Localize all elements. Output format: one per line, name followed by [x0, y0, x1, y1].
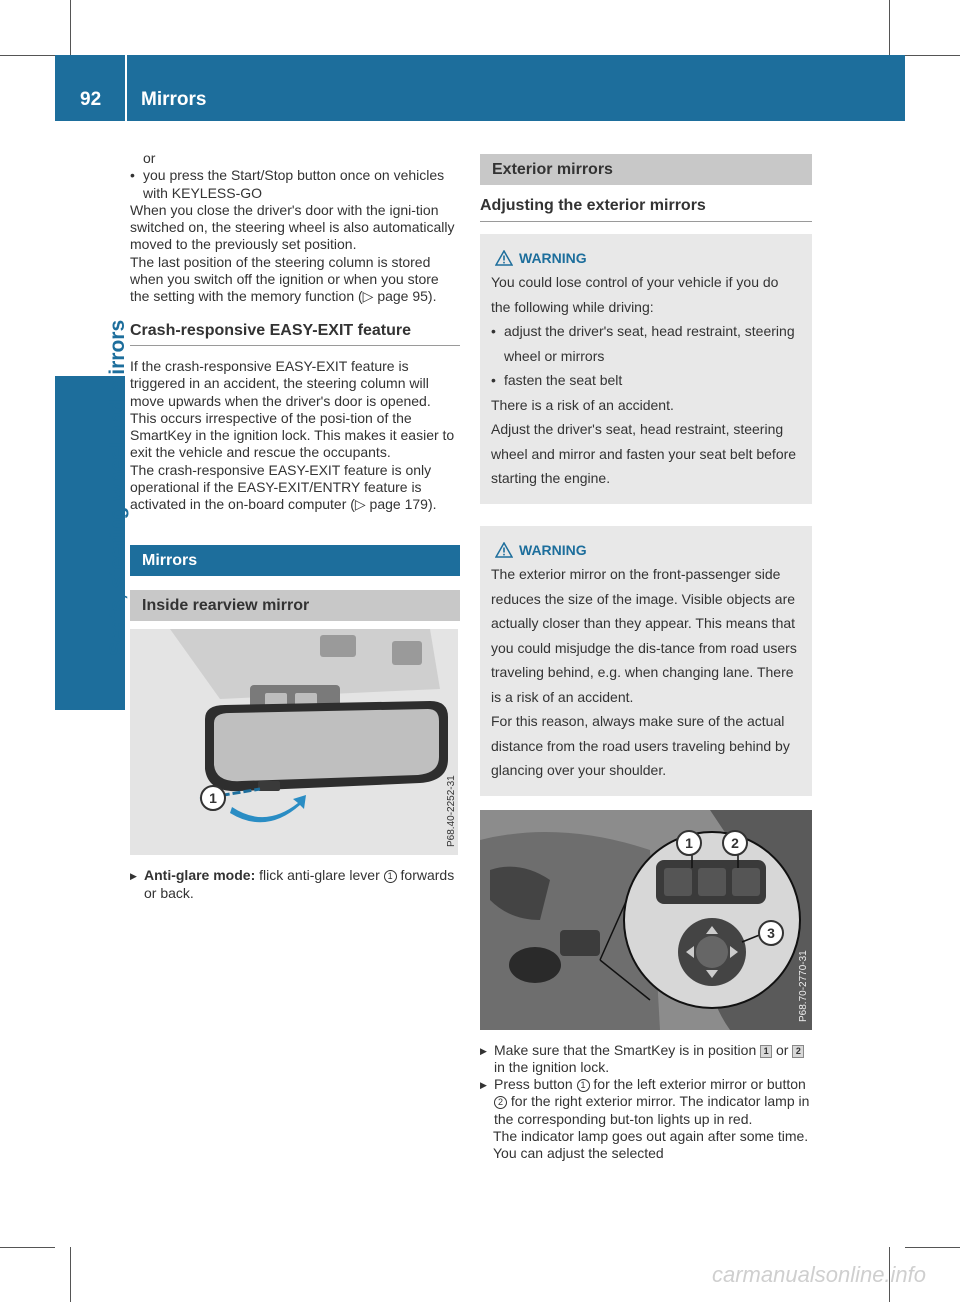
warning-box-1: [480, 234, 812, 504]
figure2-callout-3: 3: [758, 920, 784, 946]
callout-2: 2: [494, 1096, 507, 1109]
warning1-intro: You could lose control of your vehicle if you do the following while driving:: [491, 274, 779, 315]
step2-followup: The indicator lamp goes out again after some time. You can adjust the selected: [493, 1128, 809, 1162]
warning-triangle-icon: [495, 542, 513, 558]
exterior-mirrors-bar: Exterior mirrors: [480, 154, 812, 185]
step2-text-b: for the left exterior mirror or button: [593, 1076, 806, 1093]
inside-mirror-figure: [130, 629, 458, 855]
para-close-door: When you close the driver's door with the igni-tion switched on, the steering wheel is also automatically moved to the previously set position.: [130, 201, 455, 253]
step2-text-a: Press button: [494, 1076, 573, 1093]
position-1: 1: [760, 1045, 772, 1058]
section-title: Mirrors: [141, 89, 207, 110]
warning2-para-1: The exterior mirror on the front-passenger side reduces the size of the image. Visible objects are actually closer than they appear. This means that you could misjudge the dis-tance from road users traveling behind, e.g. when changing lane. There is a risk of an accident.: [491, 566, 797, 705]
crop-mark: [70, 1247, 71, 1302]
warning-box-2: [480, 526, 812, 796]
crop-mark: [0, 55, 55, 56]
callout-1: 1: [384, 870, 397, 883]
step-smartkey: [480, 1042, 812, 1077]
adjust-heading: Adjusting the exterior mirrors: [480, 197, 812, 221]
figure2-code: P68.70-2770-31: [798, 949, 809, 1022]
right-column: [480, 150, 812, 1163]
figure2-callout-2: 2: [722, 830, 748, 856]
anti-glare-label: Anti-glare mode:: [144, 867, 256, 884]
step1-text-a: Make sure that the SmartKey is in position: [494, 1041, 757, 1058]
step-press-button: [480, 1076, 812, 1128]
warning-triangle-icon: [495, 250, 513, 266]
para-last-position: The last position of the steering column is stored when you switch off the ignition or when you store the setting with the memory function (▷ page 95).: [130, 253, 439, 305]
warning1-bullet-2: • fasten the seat belt: [491, 368, 801, 393]
intro-or: or: [143, 150, 156, 166]
step1-or: or: [776, 1041, 789, 1058]
crop-mark: [889, 0, 890, 55]
warning-title-2: [491, 538, 801, 563]
crash-para-1: If the crash-responsive EASY-EXIT feature is triggered in an accident, the steering column will move upwards when the driver's door is opened. This occurs irrespective of the posi-tion of the SmartKey in the ignition lock. This makes it easier to exit the vehicle and rescue the occupants.: [130, 357, 455, 461]
anti-glare-text-a: flick anti-glare lever: [259, 867, 380, 884]
header-bar: [55, 55, 905, 121]
crash-para-2: The crash-responsive EASY-EXIT feature is only operational if the EASY-EXIT/ENTRY feature is activated in the on-board computer (▷ page 179).: [130, 461, 437, 513]
step1-text-b: in the ignition lock.: [494, 1058, 610, 1075]
warning-title-1: [491, 246, 801, 271]
inside-mirror-bar: Inside rearview mirror: [130, 590, 460, 621]
warning-title-text-2: WARNING: [519, 541, 587, 558]
left-column: [130, 150, 460, 902]
warning1-risk: There is a risk of an accident.: [491, 396, 674, 413]
exterior-mirror-figure: [480, 810, 812, 1030]
footer-watermark: carmanualsonline.info: [712, 1262, 927, 1287]
warning-title-text-1: WARNING: [519, 249, 587, 266]
page-number: 92: [80, 89, 102, 110]
figure1-code: P68.40-2252-31: [446, 775, 457, 848]
warning1-advice: Adjust the driver's seat, head restraint, steering wheel and mirror and fasten your seat belt before starting the engine.: [491, 421, 797, 487]
header-divider: [125, 55, 127, 121]
position-2: 2: [792, 1045, 804, 1058]
bullet-start-stop: • you press the Start/Stop button once on vehicles with KEYLESS-GO: [130, 167, 460, 202]
inside-mirror-illustration: [130, 629, 458, 855]
warning1-bullet-1: • adjust the driver's seat, head restraint, steering wheel or mirrors: [491, 319, 801, 368]
figure2-callout-1: 1: [676, 830, 702, 856]
crash-heading: Crash-responsive EASY-EXIT feature: [130, 322, 460, 346]
callout-1: 1: [577, 1079, 590, 1092]
mirrors-section-bar: Mirrors: [130, 545, 460, 576]
anti-glare-instruction: [130, 867, 460, 902]
step2-text-c: for the right exterior mirror. The indicator lamp in the corresponding but-ton lights up in red.: [494, 1093, 810, 1127]
crop-mark: [0, 1247, 55, 1248]
crop-mark: [70, 0, 71, 55]
crop-mark: [905, 1247, 960, 1248]
door-switch-illustration: [480, 810, 812, 1030]
warning2-para-2: For this reason, always make sure of the actual distance from the road users traveling behind by glancing over your shoulder.: [491, 713, 790, 779]
side-tab-text: Seats, steering wheel and mirrors: [106, 319, 129, 656]
crop-mark: [905, 55, 960, 56]
figure1-callout-1: 1: [200, 785, 226, 811]
anti-glare-text-b: forwards or back.: [144, 867, 455, 901]
